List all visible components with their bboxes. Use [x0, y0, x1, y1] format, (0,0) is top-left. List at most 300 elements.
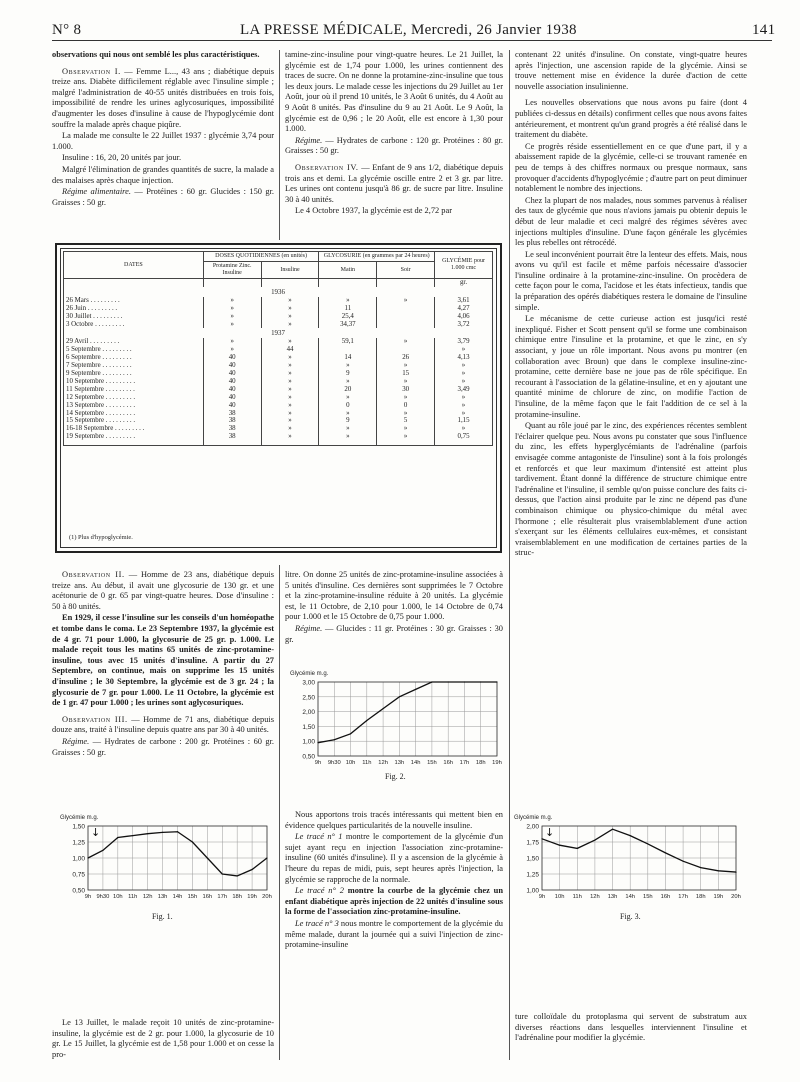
table-cell-s: » — [377, 297, 435, 305]
table-cell-m: 11 — [319, 305, 377, 313]
table-cell-g: » — [435, 402, 493, 410]
year-label: 1936 — [64, 287, 493, 297]
table-cell-s: » — [377, 362, 435, 370]
table-spacer — [64, 441, 493, 446]
x-tick-label: 15h — [187, 894, 198, 900]
page-number: 141 — [752, 22, 776, 38]
y-tick-label: 1,50 — [72, 823, 85, 831]
data-point — [350, 733, 351, 734]
x-tick-label: 14h — [410, 760, 421, 766]
table-cell-s — [377, 305, 435, 313]
observation-text: — Homme de 71 ans, diabétique depuis douze ans, traité à l'insuline depuis quatre ans par 30 à 40 unités. — [52, 714, 274, 735]
table-cell-m — [319, 346, 377, 354]
trace-text: montre le comportement de la glycémie d'un sujet ayant reçu en injection l'association zinc-protamine-insuline (60 unités d'insuline). Il y a ascension de la glycémie à l'heure du repas de midi, puis, sept heures après l'injection, la glycémie se rapproche de la normale. — [285, 832, 504, 884]
figure-2-caption: Fig. 2. — [385, 772, 406, 781]
x-tick-label: 20h — [731, 894, 741, 900]
paragraph: Quant au rôle joué par le zinc, des expériences récentes semblent l'éclairer quelque peu. Nous avons pu constater que sous l'influence du zinc, les effets hyperglycémiants de l'adrénaline (parfois envisagée comme antagoniste de l'insuline) sont à la fois prolongés et renforcés et que leur maximum d'intensité est atteint plus tardivement. Étant donné la différence de structure chimique entre l'adrénaline et l'insuline, il semble qu'on puisse conclure des faits ci-dessus, que l'action ainsi produite par le zinc ne dépend pas d'une combinaison chimique ou physico-chimique du métal avec l'hormone ; elle résulterait plus vraisemblablement d'une action s'exerçant sur les éléments cellulaires eux-mêmes, et consistant vraisemblablement en une modification de certaines parties de la struc- — [515, 421, 747, 558]
table-cell-m: 20 — [319, 386, 377, 394]
column-2-end — [285, 810, 503, 952]
column-3 — [515, 50, 747, 560]
y-axis-label: Glycémie m.g. — [514, 815, 553, 821]
table-cell-date: 15 Septembre . . . . . . . . . — [64, 417, 204, 425]
column-1-top — [52, 50, 274, 209]
paragraph — [285, 136, 503, 157]
y-axis-label: Glycémie m.g. — [290, 671, 329, 677]
figure-2-chart — [288, 668, 503, 768]
table-cell-m: » — [319, 394, 377, 402]
paragraph: tamine-zinc-insuline pour vingt-quatre heures. Le 21 Juillet, la glycémie est de 1,74 pour 1.000, les urines contiennent des traces de sucre. On ne donne la protamine-zinc-insuline que tous les deux jours. Le malade cesse les injections du 29 Juillet au 1er Août, jour où il prend 10 unités, le 3 Août 6 unités, du 4 Août au 9 Août 8 unités. Pas d'insuline du 9 au 21 Août. Le 9 Août, la glycémie est de 0,96 ; le 20 Août, elle est encore à 1,30 pour 1.000. — [285, 50, 503, 134]
x-tick-label: 13h — [607, 894, 618, 900]
table-cell-date: 9 Septembre . . . . . . . . . — [64, 370, 204, 378]
data-point — [399, 696, 400, 697]
x-tick-label: 12h — [142, 894, 153, 900]
col-header-glycosurie: GLYCOSURIE (en grammes par 24 heures) — [319, 252, 435, 262]
table-row — [64, 321, 493, 329]
y-tick-label: 1,25 — [526, 871, 539, 879]
x-tick-label: 13h — [157, 894, 168, 900]
table-cell-i: » — [261, 433, 319, 441]
table-cell-i: » — [261, 425, 319, 433]
table-cell-g: 3,72 — [435, 321, 493, 329]
table-cell-g: 3,79 — [435, 338, 493, 346]
y-tick-label: 1,25 — [72, 839, 85, 847]
x-tick-label: 9h — [84, 894, 92, 900]
data-point — [718, 870, 719, 871]
table-cell-i: » — [261, 297, 319, 305]
table-cell-date: 26 Mars . . . . . . . . . — [64, 297, 204, 305]
trace-1 — [285, 832, 503, 885]
paragraph: Insuline : 16, 20, 20 unités par jour. — [62, 153, 182, 163]
paragraph — [52, 737, 274, 758]
table-cell-s: » — [377, 410, 435, 418]
table-cell-i: » — [261, 402, 319, 410]
table-cell-i: » — [261, 354, 319, 362]
x-tick-label: 9h — [538, 894, 546, 900]
table-unit-row — [64, 279, 493, 287]
x-tick-label: 15h — [642, 894, 653, 900]
observation-heading: Observation II. — [62, 570, 125, 579]
table-row — [64, 305, 493, 313]
y-tick-label: 0,50 — [302, 753, 315, 761]
table-cell-i: » — [261, 410, 319, 418]
y-tick-label: 1,00 — [302, 738, 315, 746]
paragraph: Le seul inconvénient pourrait être la lenteur des effets. Mais, nous avons vu qu'il est facile et même parfois nécessaire d'associer l'insuline ordinaire à la protamine-zinc-insuline. On procèdera de cette façon pour le coma, l'acidose et les états infectieux, tandis que la préparation des opérés diabétiques restera le domaine de l'insuline simple. — [515, 249, 747, 312]
table-year-row — [64, 328, 493, 338]
table-cell-p: » — [203, 297, 261, 305]
col-header-soir: Soir — [377, 262, 435, 279]
paragraph: Les nouvelles observations que nous avons pu faire (dont 4 publiées ci-dessus en détails) confirment celles que nous avons faites antérieurement, et montrent qu'un grand progrès a été réalisé dans le traitement du diabète. — [515, 98, 747, 140]
table-cell-date: 13 Septembre . . . . . . . . . — [64, 402, 204, 410]
table-cell-m: 9 — [319, 417, 377, 425]
table-row — [64, 297, 493, 305]
series-line — [542, 829, 736, 872]
table-cell-m: 25,4 — [319, 313, 377, 321]
x-tick-label: 11h — [572, 894, 582, 900]
table-cell-p: » — [203, 305, 261, 313]
trace-text: montre la courbe de la glycémie chez un enfant diabétique après injection de 22 unités d'insuline sous la forme de l'association zinc-protamine-insuline. — [285, 886, 503, 917]
table-cell-i: » — [261, 313, 319, 321]
table-cell-g: » — [435, 346, 493, 354]
table-cell-p: 40 — [203, 354, 261, 362]
y-tick-label: 1,75 — [526, 839, 539, 847]
table-row — [64, 394, 493, 402]
table-cell-m: 9 — [319, 370, 377, 378]
x-tick-label: 20h — [262, 894, 272, 900]
x-tick-label: 19h — [247, 894, 257, 900]
table-row — [64, 410, 493, 418]
data-point — [132, 835, 133, 836]
injection-arrow-icon: ↓ — [545, 826, 555, 839]
table-cell-p: 40 — [203, 394, 261, 402]
table-cell-s: » — [377, 338, 435, 346]
trace-heading: Le tracé n° 2 — [295, 886, 344, 896]
x-tick-label: 9h30 — [327, 760, 341, 766]
table-cell-s: » — [377, 378, 435, 386]
figure-2 — [288, 668, 503, 768]
table-row — [64, 433, 493, 441]
y-tick-label: 1,00 — [72, 855, 85, 863]
table-cell-g: 4,06 — [435, 313, 493, 321]
x-tick-label: 9h — [314, 760, 322, 766]
data-point — [700, 867, 701, 868]
issue-number: N° 8 — [52, 22, 82, 38]
table-cell-i: » — [261, 417, 319, 425]
y-tick-label: 1,00 — [526, 887, 539, 895]
paragraph: Le 13 Juillet, le malade reçoit 10 unités de zinc-protamine-insuline, la glycémie est de 2 gr. pour 1.000, la glycosurie de 10 gr. Le 15 Juillet, la glycémie est de 1,58 pour 1.000 et on cesse la pro- — [52, 1018, 274, 1059]
x-tick-label: 10h — [554, 894, 565, 900]
journal-title: LA PRESSE MÉDICALE, Mercredi, 26 Janvier 1938 — [240, 22, 577, 38]
col-header-doses: DOSES QUOTIDIENNES (en unités) — [203, 252, 319, 262]
table-cell-s — [377, 346, 435, 354]
table-cell-s — [377, 313, 435, 321]
table-cell-p: » — [203, 321, 261, 329]
table-cell-i: » — [261, 378, 319, 386]
observation-text: — Enfant de 9 ans 1/2, diabétique depuis trois ans et demi. La glycémie oscille entre 2 et 3 gr. par litre. Les urines ont contenu jusqu'à 86 gr. de sucre par litre. Insuline 30 à 40 unités. — [285, 162, 503, 204]
x-tick-label: 13h — [394, 760, 405, 766]
regime-heading: Régime. — [62, 736, 90, 746]
column-divider — [509, 50, 510, 1060]
table-footnote: (1) Plus d'hypoglycémie. — [69, 534, 133, 541]
y-tick-label: 2,00 — [526, 823, 539, 831]
observation-2 — [52, 570, 274, 612]
table-cell-date: 16-18 Septembre . . . . . . . . . — [64, 425, 204, 433]
observation-text: — Femme L..., 43 ans ; diabétique depuis treize ans. Diabète difficilement réglable avec l'insuline simple ; malgré l'administration de 40-55 unités distribuées en trois fois, impossibilité de rendre les urines aglycosuriques, impossibilité d'augmenter les doses d'insuline à cause de l'hypoglycémie dont souffre la malade après chaque piqûre. — [52, 66, 274, 129]
table-row — [64, 346, 493, 354]
x-tick-label: 11h — [128, 894, 138, 900]
table-cell-p: 38 — [203, 417, 261, 425]
paragraph: observations qui nous ont semblé les plus caractéristiques. — [52, 50, 260, 59]
data-point — [192, 841, 193, 842]
table-cell-p: » — [203, 313, 261, 321]
col-header-insuline: Insuline — [261, 262, 319, 279]
year-label: 1937 — [64, 328, 493, 338]
figure-3-caption: Fig. 3. — [620, 912, 641, 921]
table-cell-p: 40 — [203, 386, 261, 394]
table-cell-g: » — [435, 425, 493, 433]
table-cell-s: » — [377, 433, 435, 441]
injection-arrow-icon: ↓ — [91, 826, 101, 839]
x-tick-label: 18h — [232, 894, 243, 900]
x-tick-label: 9h30 — [96, 894, 110, 900]
data-point — [382, 708, 383, 709]
data-point — [207, 857, 208, 858]
x-tick-label: 10h — [345, 760, 356, 766]
table-cell-s — [377, 321, 435, 329]
table-cell-s: 15 — [377, 370, 435, 378]
table-cell-s: » — [377, 425, 435, 433]
table-row — [64, 378, 493, 386]
x-tick-label: 12h — [378, 760, 388, 766]
regime-text: — Hydrates de carbone : 200 gr. Protéines : 60 gr. Graisses : 50 gr. — [52, 736, 274, 757]
table-cell-date: 12 Septembre . . . . . . . . . — [64, 394, 204, 402]
data-point — [480, 681, 481, 682]
table-cell-m: 14 — [319, 354, 377, 362]
x-tick-label: 18h — [475, 760, 486, 766]
x-tick-label: 14h — [172, 894, 183, 900]
observation-heading: Observation I. — [62, 66, 121, 76]
data-point — [594, 839, 595, 840]
table-cell-i: » — [261, 386, 319, 394]
data-point — [366, 720, 367, 721]
table-cell-g: 1,15 — [435, 417, 493, 425]
page-header — [0, 0, 800, 40]
col-header-dates: DATES — [64, 252, 204, 279]
table-cell-i: » — [261, 370, 319, 378]
table-cell-date: 14 Septembre . . . . . . . . . — [64, 410, 204, 418]
paragraph — [285, 624, 503, 645]
y-tick-label: 3,00 — [302, 679, 315, 687]
regime-heading: Régime alimentaire. — [62, 187, 131, 197]
table-cell-i: 44 — [261, 346, 319, 354]
col-header-glycemie: GLYCÉMIE pour 1.000 cmc — [435, 252, 493, 279]
table-cell-p: 40 — [203, 402, 261, 410]
glycemia-table — [63, 251, 493, 446]
y-tick-label: 1,50 — [302, 723, 315, 731]
x-tick-label: 17h — [459, 760, 470, 766]
regime-text: — Hydrates de carbone : 120 gr. Protéines : 80 gr. Graisses : 50 gr. — [285, 135, 503, 156]
observation-heading: Observation III. — [62, 714, 128, 724]
x-tick-label: 16h — [202, 894, 213, 900]
table-cell-p: 38 — [203, 425, 261, 433]
header-rule — [52, 40, 772, 41]
y-tick-label: 0,50 — [72, 887, 85, 895]
data-point — [266, 857, 267, 858]
x-tick-label: 17h — [217, 894, 228, 900]
paragraph: litre. On donne 25 unités de zinc-protamine-insuline associées à 5 unités d'insuline. Ces dernières sont supprimées le 7 Octobre et la zinc-protamine-insuline réduite à 20 unités. La glycémie est, le 11 Octobre, de 2,10 pour 1.000, le 14 Octobre de 0,74 pour 1.000 et le 15 Octobre de 0,75 pour 1.000. — [285, 570, 503, 622]
paragraph: Chez la plupart de nos malades, nous sommes parvenus à réaliser des taux de glycémie que nous n'avions jamais pu obtenir depuis le début de leur maladie et ceci malgré des régimes sévères avec injections multiples d'insuline. D'une façon générale les glycémies les plus rebelles ont rétrocédé. — [515, 195, 747, 248]
series-line — [318, 682, 497, 743]
x-tick-label: 14h — [625, 894, 636, 900]
trace-3 — [285, 919, 503, 951]
table-row — [64, 354, 493, 362]
table-cell-p: 38 — [203, 410, 261, 418]
table-cell-m: » — [319, 410, 377, 418]
column-1-bottom — [52, 570, 274, 759]
table-cell-g: » — [435, 394, 493, 402]
regime-heading: Régime. — [295, 135, 323, 145]
y-axis-label: Glycémie m.g. — [60, 815, 99, 821]
column-2-bottom — [285, 570, 503, 646]
data-point — [415, 689, 416, 690]
paragraph: ture colloïdale du protoplasma qui servent de substratum aux diverses réactions dans lesquelles interviennent l'insuline et l'adrénaline pour modifier la glycémie. — [515, 1012, 747, 1043]
x-tick-label: 17h — [678, 894, 688, 900]
observation-text: — Homme de 23 ans, diabétique depuis treize ans. Au début, il avait une glycosurie de 130 gr. et une acétonurie de 0 gr. 65 par vingt-quatre heures. Dose d'insuline : 50 à 80 unités. — [52, 570, 274, 611]
trace-2 — [285, 886, 503, 918]
x-tick-label: 18h — [695, 894, 706, 900]
column-divider — [279, 565, 280, 1060]
table-cell-date: 29 Avril . . . . . . . . . — [64, 338, 204, 346]
table-row — [64, 362, 493, 370]
observation-heading: Observation IV. — [295, 162, 359, 172]
table-cell-m: » — [319, 378, 377, 386]
table-row — [64, 313, 493, 321]
trace-heading: Le tracé n° 3 — [295, 918, 339, 928]
table-row — [64, 370, 493, 378]
table-cell-p: 38 — [203, 433, 261, 441]
data-point — [431, 681, 432, 682]
table-cell-s: 26 — [377, 354, 435, 362]
data-point — [682, 861, 683, 862]
table-cell-m: » — [319, 425, 377, 433]
x-tick-label: 11h — [362, 760, 372, 766]
data-point — [496, 681, 497, 682]
table-cell-g: 0,75 — [435, 433, 493, 441]
paragraph: Le 4 Octobre 1937, la glycémie est de 2,72 par — [295, 206, 452, 216]
table-cell-m: 59,1 — [319, 338, 377, 346]
paragraph: La malade me consulte le 22 Juillet 1937 : glycémie 3,74 pour 1.000. — [52, 131, 274, 151]
observation-4 — [285, 163, 503, 205]
table-cell-g: 3,49 — [435, 386, 493, 394]
table-row — [64, 417, 493, 425]
observation-3 — [52, 715, 274, 736]
table-cell-m: 0 — [319, 402, 377, 410]
table-cell-date: 11 Septembre . . . . . . . . . — [64, 386, 204, 394]
column-2-top — [285, 50, 503, 218]
data-point — [448, 681, 449, 682]
paragraph: Le mécanisme de cette curieuse action est jusqu'ici resté inexpliqué. Fisher et Scott pensent qu'il se forme une combinaison chimique entre l'insuline et la protamine, et que le zinc, en s'y associant, y joue un rôle important. Nous avons pu montrer (en collaboration avec Broun) que dans le complexe insuline-zinc-protamine, cette dernière base ne joue pas de rôle spécifique. En recourant à l'association de la gélatine-insuline, et en y ajoutant une quantité minime de chlorure de zinc, on modifie l'action de l'insuline, de la même façon que le fait l'addition de ce sel à la protamine-insuline. — [515, 314, 747, 419]
table-cell-g: 4,13 — [435, 354, 493, 362]
data-point — [630, 835, 631, 836]
paragraph: Malgré l'élimination de grandes quantités de sucre, la malade a des malaises après chaque injection. — [52, 164, 274, 185]
x-tick-label: 10h — [112, 894, 123, 900]
table-row — [64, 425, 493, 433]
column-1-end — [52, 1018, 274, 1061]
col-header-matin: Matin — [319, 262, 377, 279]
data-point — [251, 869, 252, 870]
figure-1-chart — [58, 812, 273, 902]
regime-heading: Régime. — [295, 623, 323, 633]
data-point — [559, 845, 560, 846]
table-cell-g: 3,61 — [435, 297, 493, 305]
x-tick-label: 19h — [492, 760, 502, 766]
table-row — [64, 402, 493, 410]
table-cell-m: » — [319, 362, 377, 370]
table-cell-date: 5 Septembre . . . . . . . . . — [64, 346, 204, 354]
data-point — [117, 837, 118, 838]
data-point — [665, 852, 666, 853]
data-point — [237, 875, 238, 876]
data-point — [102, 850, 103, 851]
table-cell-i: » — [261, 394, 319, 402]
data-point — [647, 843, 648, 844]
table-cell-date: 26 Juin . . . . . . . . . — [64, 305, 204, 313]
figure-3 — [512, 812, 742, 902]
paragraph: En 1929, il cesse l'insuline sur les conseils d'un homéopathe et tombe dans le coma. Le 23 Septembre 1937, la glycémie est de 4 gr. 71 pour 1.000, la glycosurie de 25 gr. p. 1.000. Le malade reçoit tous les matins 65 unités de zinc-protamine-insuline, tous avec 15 unités d'insuline. A partir du 27 Septembre, on continue, mais on supprime les 15 unités d'insuline ; le 30 Septembre, la glycémie est de 3 gr. 24 ; la glycosurie de 7 gr. pour 1.000. Le 11 Octobre, la glycémie est de 1 gr. 47 pour 1.000 ; les urines sont aglycosuriques. — [52, 613, 274, 708]
x-tick-label: 19h — [713, 894, 724, 900]
trace-heading: Le tracé n° 1 — [295, 832, 343, 842]
table-row — [64, 338, 493, 346]
table-cell-i: » — [261, 338, 319, 346]
table-cell-m: » — [319, 433, 377, 441]
paragraph: Nous apportons trois tracés intéressants qui mettent bien en évidence quelques particularités de la nouvelle insuline. — [285, 810, 503, 830]
paragraph — [52, 187, 274, 208]
table-cell-p: 40 — [203, 370, 261, 378]
col-header-protamine: Protamine Zinc. Insuline — [203, 262, 261, 279]
table-cell-p: 40 — [203, 362, 261, 370]
table-cell-s: » — [377, 394, 435, 402]
table-cell-date: 10 Septembre . . . . . . . . . — [64, 378, 204, 386]
regime-text: — Glucides : 11 gr. Protéines : 30 gr. Graisses : 30 gr. — [285, 623, 503, 644]
table-cell-s: 30 — [377, 386, 435, 394]
data-point — [317, 742, 318, 743]
table-cell-m: 34,37 — [319, 321, 377, 329]
trace-text: nous montre le comportement de la glycémie du même malade, durant la journée qui a suivi l'injection de zinc-protamine-insuline — [285, 918, 503, 950]
data-point — [464, 681, 465, 682]
table-cell-g: 4,27 — [435, 305, 493, 313]
paragraph: Ce progrès réside essentiellement en ce que d'une part, il y a abaissement rapide de la glycémie, celle-ci se trouvant ramenée en peu de temps à des chiffres normaux ou presque normaux, sans provoquer d'accidents d'hypoglycémie ; d'autre part on peut diminuer notablement le nombre des injections. — [515, 141, 747, 194]
figure-3-chart — [512, 812, 742, 902]
table-cell-g: » — [435, 362, 493, 370]
data-point — [222, 873, 223, 874]
y-tick-label: 1,50 — [526, 855, 539, 863]
figure-1 — [58, 812, 273, 902]
x-tick-label: 16h — [660, 894, 671, 900]
table-cell-i: » — [261, 321, 319, 329]
figure-1-caption: Fig. 1. — [152, 912, 173, 921]
y-tick-label: 2,50 — [302, 694, 315, 702]
data-point — [177, 831, 178, 832]
table-row — [64, 386, 493, 394]
table-cell-i: » — [261, 305, 319, 313]
table-cell-p: » — [203, 338, 261, 346]
data-table — [55, 243, 502, 553]
data-point — [735, 871, 736, 872]
data-point — [147, 833, 148, 834]
table-cell-m: » — [319, 297, 377, 305]
table-cell-g: » — [435, 378, 493, 386]
unit-label: gr. — [435, 279, 493, 287]
table-cell-s: 0 — [377, 402, 435, 410]
y-tick-label: 0,75 — [72, 871, 85, 879]
table-cell-g: » — [435, 370, 493, 378]
table-cell-date: 7 Septembre . . . . . . . . . — [64, 362, 204, 370]
table-cell-i: » — [261, 362, 319, 370]
table-cell-p: 40 — [203, 378, 261, 386]
table-cell-date: 3 Octobre . . . . . . . . . — [64, 321, 204, 329]
data-point — [541, 838, 542, 839]
x-tick-label: 15h — [427, 760, 437, 766]
column-3-end — [515, 1012, 747, 1045]
table-cell-date: 30 Juillet . . . . . . . . . — [64, 313, 204, 321]
column-divider — [279, 50, 280, 240]
table-cell-date: 6 Septembre . . . . . . . . . — [64, 354, 204, 362]
paragraph: contenant 22 unités d'insuline. On constate, vingt-quatre heures après l'injection, une ascension rapide de la glycémie. Ainsi se trouve nettement mise en évidence la durée d'action de cette nouvelle association insulinienne. — [515, 50, 747, 91]
data-point — [577, 848, 578, 849]
table-cell-g: » — [435, 410, 493, 418]
x-tick-label: 16h — [443, 760, 454, 766]
table-cell-s: 5 — [377, 417, 435, 425]
observation-1 — [52, 67, 274, 131]
